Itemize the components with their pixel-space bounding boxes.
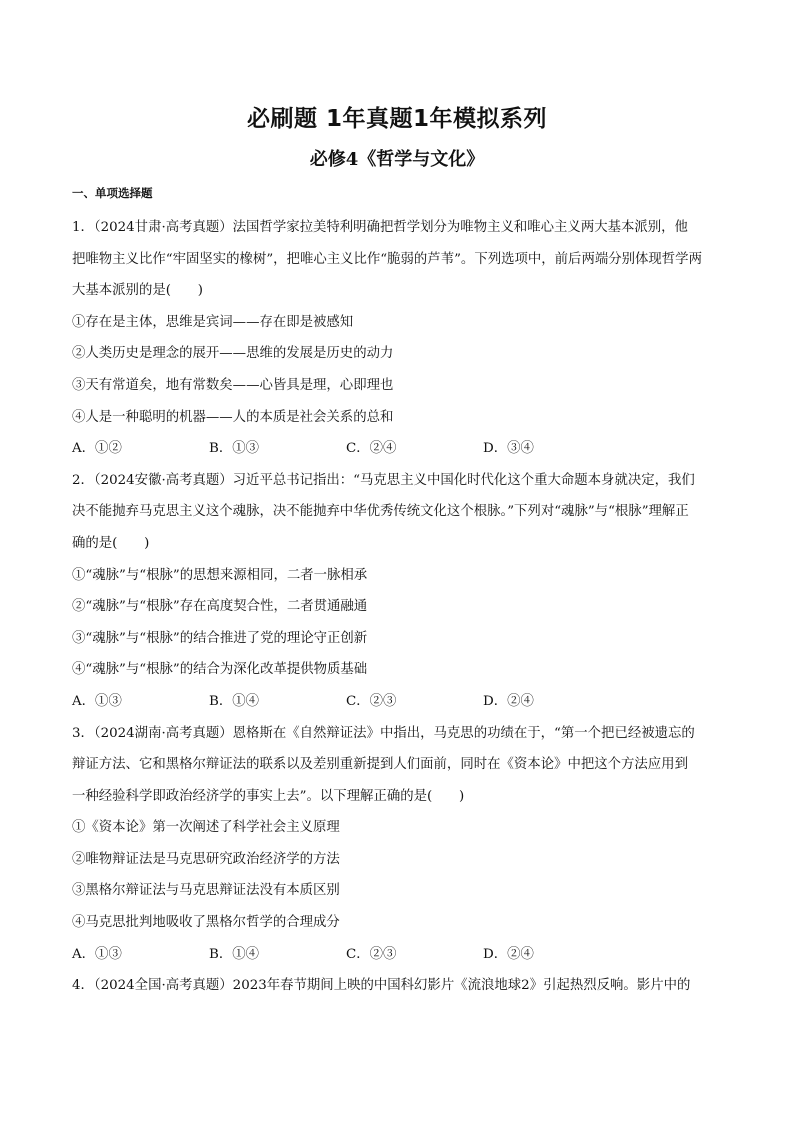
question-stem-line: 4．（2024全国·高考真题）2023年春节期间上映的中国科幻影片《流浪地球2》引起热烈反响。影片中的 (72, 978, 691, 994)
question-stem-line: 2．（2024安徽·高考真题）习近平总书记指出：“马克思主义中国化时代化这个重大命题本身就决定，我们 (72, 472, 695, 488)
option-b: B．①④ (209, 946, 260, 962)
statement-item: ②唯物辩证法是马克思研究政治经济学的方法 (72, 851, 340, 867)
answer-options (72, 939, 724, 971)
question-3 (72, 718, 724, 971)
option-c: C．②④ (346, 441, 397, 457)
question-stem-line: 大基本派别的是( ) (72, 283, 203, 299)
question-stem-line: 一种经验科学即政治经济学的事实上去”。以下理解正确的是( ) (72, 788, 465, 804)
question-1 (72, 212, 724, 465)
question-stem-line: 确的是( ) (72, 535, 150, 551)
option-c: C．②③ (346, 693, 397, 709)
page-subtitle: 必修4《哲学与文化》 (309, 149, 485, 170)
question-list (72, 212, 724, 1002)
question-stem-line: 1．（2024甘肃·高考真题）法国哲学家拉美特利明确把哲学划分为唯物主义和唯心主义两大基本派别，他 (72, 220, 688, 235)
question-stem-line: 3．（2024湖南·高考真题）恩格斯在《自然辩证法》中指出，马克思的功绩在于，“第一个把已经被遗忘的 (72, 725, 695, 741)
statement-item: ①存在是主体，思维是宾词——存在即是被感知 (72, 314, 354, 330)
question-4 (72, 970, 724, 1002)
question-2 (72, 465, 724, 718)
statement-item: ④马克思批判地吸收了黑格尔哲学的合理成分 (72, 915, 340, 931)
option-a: A．①② (72, 441, 122, 457)
statement-item: ②“魂脉”与“根脉”存在高度契合性，二者贯通融通 (72, 599, 368, 615)
option-d: D．②④ (483, 946, 534, 962)
option-a: A．①③ (72, 693, 122, 709)
statement-item: ①《资本论》第一次阐述了科学社会主义原理 (72, 820, 340, 836)
statement-item: ③天有常道矣，地有常数矣——心皆具是理，心即理也 (72, 377, 394, 393)
statement-item: ②人类历史是理念的展开——思维的发展是历史的动力 (72, 346, 394, 362)
option-a: A．①③ (72, 946, 122, 962)
statement-item: ③“魂脉”与“根脉”的结合推进了党的理论守正创新 (72, 630, 368, 646)
option-d: D．②④ (483, 693, 534, 709)
page-title: 必刷题 1年真题1年模拟系列 (246, 106, 547, 132)
option-b: B．①④ (209, 693, 260, 709)
question-stem-line: 辩证方法、它和黑格尔辩证法的联系以及差别重新提到人们面前，同时在《资本论》中把这个方法应用到 (72, 757, 688, 773)
statement-item: ③黑格尔辩证法与马克思辩证法没有本质区别 (72, 883, 340, 899)
option-d: D．③④ (483, 441, 534, 457)
question-stem-line: 决不能抛弃马克思主义这个魂脉，决不能抛弃中华优秀传统文化这个根脉。”下列对“魂脉”与“根脉”理解正 (72, 504, 689, 520)
section-heading: 一、单项选择题 (72, 186, 153, 200)
statement-item: ④人是一种聪明的机器——人的本质是社会关系的总和 (72, 409, 394, 425)
answer-options (72, 686, 724, 718)
statement-item: ④“魂脉”与“根脉”的结合为深化改革提供物质基础 (72, 662, 368, 678)
question-stem-line: 把唯物主义比作“牢固坚实的橡树”，把唯心主义比作“脆弱的芦苇”。下列选项中，前后两端分别体现哲学两 (72, 251, 702, 267)
option-c: C．②③ (346, 946, 397, 962)
statement-item: ①“魂脉”与“根脉”的思想来源相同，二者一脉相承 (72, 567, 368, 583)
option-b: B．①③ (209, 441, 260, 457)
answer-options (72, 433, 724, 465)
